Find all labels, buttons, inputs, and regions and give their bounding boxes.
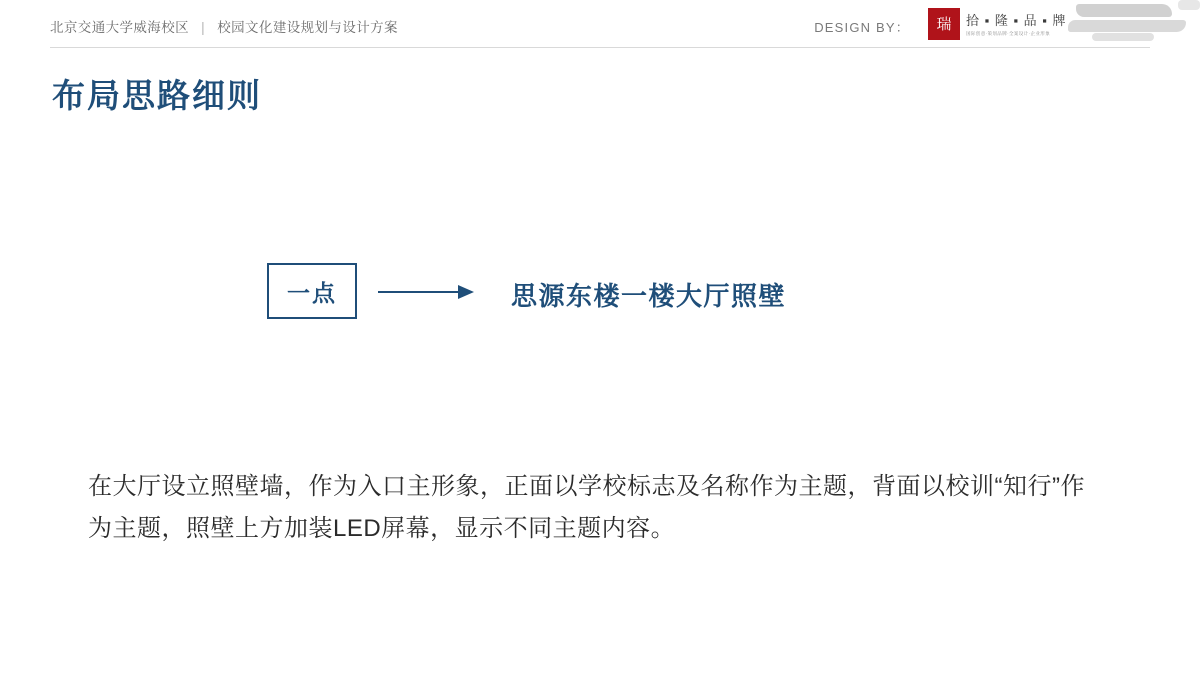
header-subject: 校园文化建设规划与设计方案 bbox=[217, 20, 398, 35]
page-title: 布局思路细则 bbox=[52, 77, 262, 114]
arrow-shaft bbox=[378, 291, 462, 293]
decorative-brush-icon bbox=[1068, 20, 1186, 32]
design-by-label: DESIGN BY： bbox=[814, 20, 910, 35]
header-divider bbox=[50, 47, 1150, 48]
arrow-head bbox=[458, 285, 474, 299]
decorative-brush-icon bbox=[1092, 33, 1154, 41]
arrow-right-icon bbox=[378, 285, 476, 299]
header-separator: | bbox=[201, 20, 206, 35]
brand-wordmark-main: 拾 ▪ 隆 ▪ 品 ▪ 牌 bbox=[966, 13, 1067, 28]
brand-seal-icon: 瑞 bbox=[928, 8, 960, 40]
headline-text: 思源东楼一楼大厅照壁 bbox=[511, 281, 787, 311]
decorative-brush-icon bbox=[1178, 0, 1200, 10]
point-tag-label: 一点 bbox=[287, 279, 337, 306]
body-paragraph: 在大厅设立照壁墙，作为入口主形象，正面以学校标志及名称作为主题，背面以校训“知行”作为主题，照壁上方加装LED屏幕，显示不同主题内容。 bbox=[88, 473, 1085, 542]
decorative-brush-icon bbox=[1076, 4, 1172, 17]
brand-wordmark-sub: 国际创意·策划品牌·全案设计·企业形象 bbox=[966, 31, 1051, 36]
header-org: 北京交通大学威海校区 bbox=[50, 20, 189, 35]
point-tag-box bbox=[267, 263, 357, 319]
brand-wordmark bbox=[966, 10, 1067, 37]
slide-header bbox=[0, 0, 1200, 48]
header-breadcrumb bbox=[50, 16, 398, 36]
